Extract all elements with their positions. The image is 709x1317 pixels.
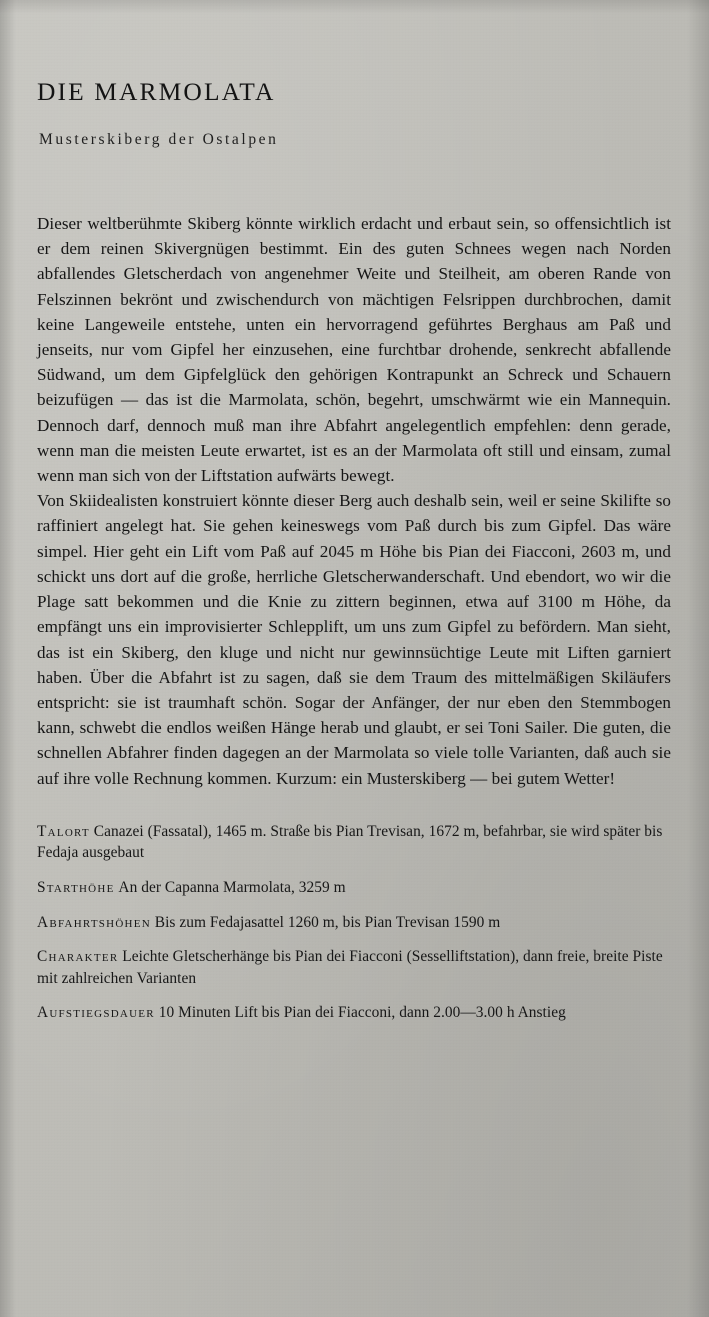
fact-item: [37, 912, 671, 934]
page-title: DIE MARMOLATA: [37, 77, 276, 106]
fact-value: An der Capanna Marmolata, 3259 m: [118, 878, 346, 896]
body-text: [37, 211, 671, 791]
fact-item: [37, 1002, 671, 1024]
body-paragraph: Von Skiidealisten konstruiert könnte dieser Berg auch deshalb sein, weil er seine Skilifte so raffiniert angelegt hat. Sie gehen keineswegs vom Paß durch bis zum Gipfel. Das wäre simpel. Hier geht ein Lift vom Paß auf 2045 m Höhe bis Pian dei Fiacconi, 2603 m, und schickt uns dort auf die große, herrliche Gletscherwanderschaft. Und ebendort, wo wir die Plage satt bekommen und die Knie zu zittern beginnen, etwa auf 3100 m Höhe, da empfängt uns ein improvisierter Schlepplift, um uns zum Gipfel zu befördern. Man sieht, das ist ein Skiberg, den kluge und nicht nur gewinnsüchtige Leute mit Liften garniert haben. Über die Abfahrt ist zu sagen, daß sie dem Traum des mittelmäßigen Skiläufers entspricht: sie ist traumhaft schön. Sogar der Anfänger, der nur eben den Stemmbogen kann, schwebt die endlos weißen Hänge herab und glaubt, er sei Toni Sailer. Die guten, die schnellen Abfahrer finden dagegen an der Marmolata so viele tolle Varianten, daß auch sie auf ihre volle Rechnung kommen. Kurzum: ein Musterskiberg — bei gutem Wetter!: [37, 491, 671, 788]
fact-value: 10 Minuten Lift bis Pian dei Fiacconi, dann 2.00—3.00 h Anstieg: [158, 1004, 566, 1022]
fact-key: Abfahrtshöhen: [37, 913, 151, 931]
fact-value: Canazei (Fassatal), 1465 m. Straße bis Pian Trevisan, 1672 m, befahrbar, sie wird später bis Fedaja ausgebaut: [37, 822, 663, 862]
fact-item: [37, 946, 671, 989]
fact-key: Aufstiegsdauer: [37, 1004, 155, 1022]
fact-list: [37, 821, 671, 1024]
fact-key: Charakter: [37, 948, 119, 966]
fact-value: Bis zum Fedajasattel 1260 m, bis Pian Trevisan 1590 m: [154, 913, 501, 931]
fact-item: [37, 821, 671, 864]
fact-item: [37, 877, 671, 899]
fact-value: Leichte Gletscherhänge bis Pian dei Fiacconi (Sesselliftstation), dann freie, breite Piste mit zahlreichen Varianten: [37, 948, 663, 987]
fact-key: Starthöhe: [37, 878, 115, 896]
fact-key: Talort: [37, 822, 90, 840]
page-subtitle: Musterskiberg der Ostalpen: [39, 131, 279, 149]
body-paragraph: Dieser weltberühmte Skiberg könnte wirklich erdacht und erbaut sein, so offensichtlich ist er dem reinen Skivergnügen bestimmt. Ein des guten Schnees wegen nach Norden abfallendes Gletscherdach von angenehmer Weite und Steilheit, am oberen Rande von Felszinnen bekrönt und zwischendurch von mächtigen Felsrippen durchbrochen, damit keine Langeweile entstehe, unten ein hervorragend geführtes Berghaus am Paß und jenseits, nur vom Gipfel her einzusehen, eine furchtbar drohende, senkrecht abfallende Südwand, um dem Gipfelglück den gehörigen Kontrapunkt an Schreck und Schauern beizufügen — das ist die Marmolata, schön, begehrt, umschwärmt wie ein Mannequin. Dennoch darf, dennoch muß man ihre Abfahrt angelegentlich empfehlen: denn gerade, wenn man die meisten Leute erwartet, ist es an der Marmolata oft still und einsam, zumal wenn man sich von der Liftstation aufwärts bewegt.: [37, 214, 671, 486]
